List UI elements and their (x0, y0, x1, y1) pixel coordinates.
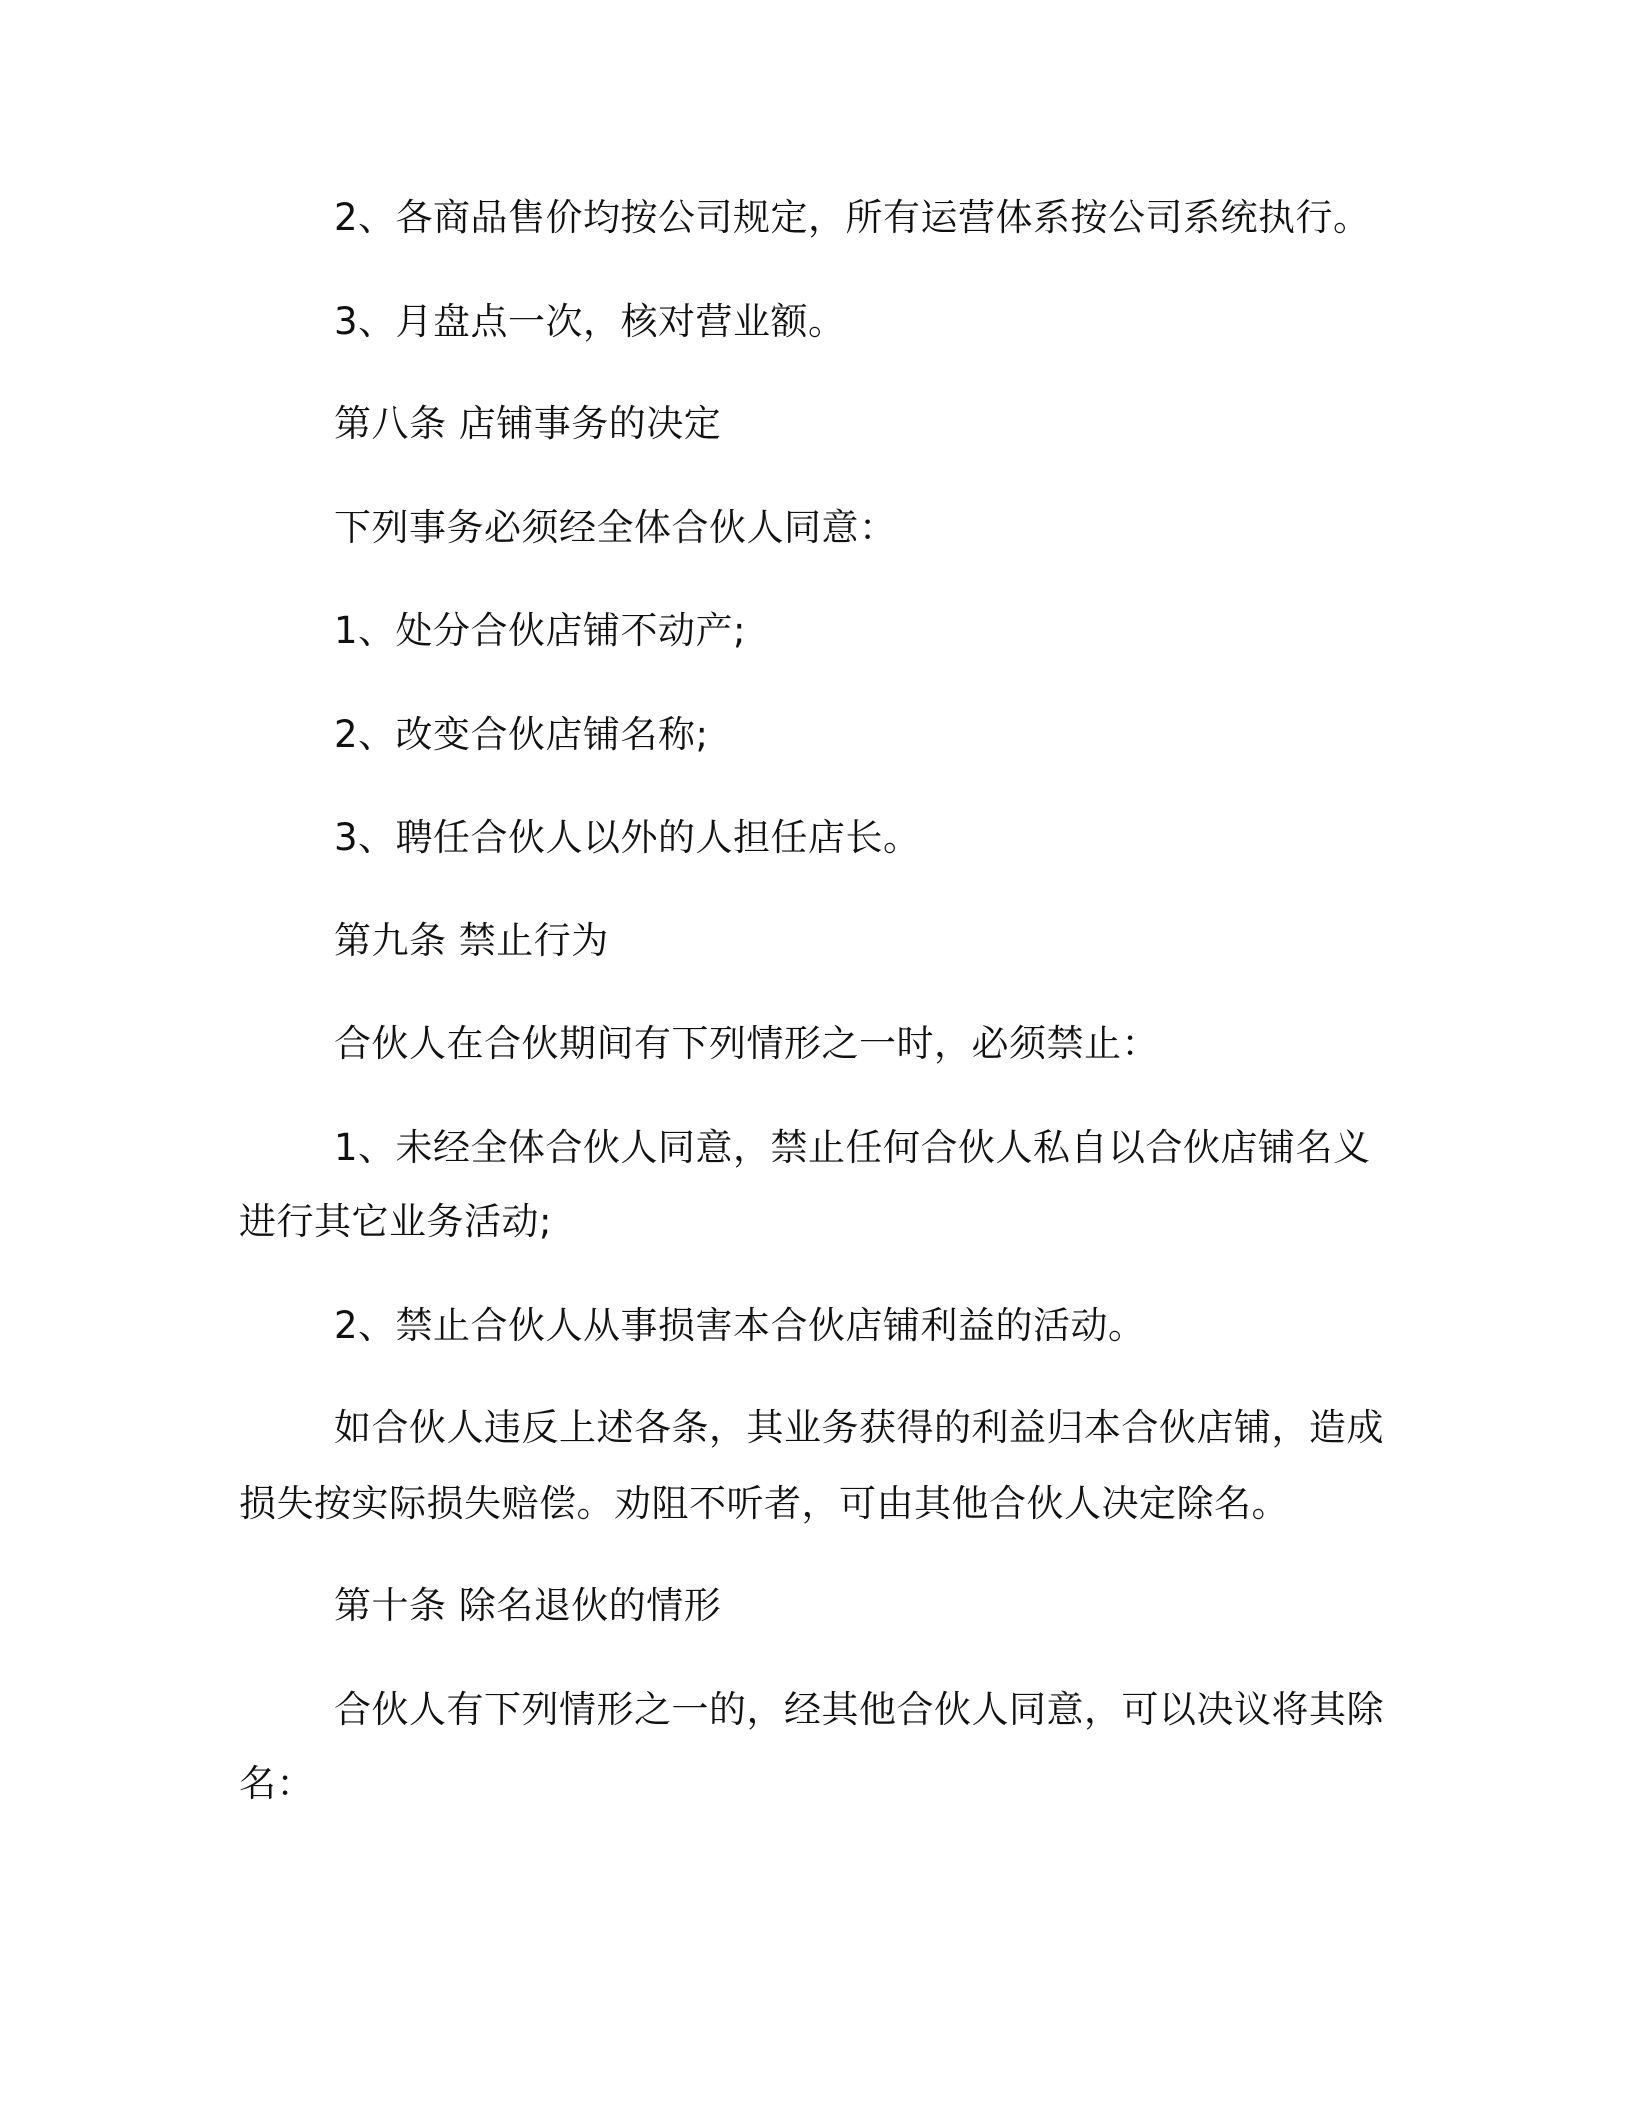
clause-9-intro: 合伙人在合伙期间有下列情形之一时，必须禁止： (334, 1022, 1159, 1065)
clause-7-item-2: 2、各商品售价均按公司规定，所有运营体系按公司系统执行。 (334, 196, 1371, 239)
clause-9-item-1: 1、未经全体合伙人同意，禁止任何合伙人私自以合伙店铺名义 (334, 1126, 1371, 1169)
clause-8-item-3: 3、聘任合伙人以外的人担任店长。 (334, 816, 921, 859)
clause-8-item-1: 1、处分合伙店铺不动产; (334, 609, 747, 652)
clause-10-intro-continuation: 名： (239, 1762, 314, 1805)
clause-9-penalty: 如合伙人违反上述各条，其业务获得的利益归本合伙店铺，造成 (334, 1406, 1384, 1449)
clause-8-intro: 下列事务必须经全体合伙人同意： (334, 506, 897, 549)
clause-9-item-1-continuation: 进行其它业务活动; (239, 1200, 552, 1243)
clause-9-item-2: 2、禁止合伙人从事损害本合伙店铺利益的活动。 (334, 1304, 1146, 1347)
clause-8-heading: 第八条 店铺事务的决定 (334, 402, 722, 445)
clause-9-heading: 第九条 禁止行为 (334, 919, 609, 962)
clause-10-intro: 合伙人有下列情形之一的，经其他合伙人同意，可以决议将其除 (334, 1688, 1384, 1731)
clause-9-penalty-continuation: 损失按实际损失赔偿。劝阻不听者，可由其他合伙人决定除名。 (239, 1482, 1289, 1525)
clause-8-item-2: 2、改变合伙店铺名称; (334, 713, 709, 756)
clause-7-item-3: 3、月盘点一次，核对营业额。 (334, 300, 846, 343)
clause-10-heading: 第十条 除名退伙的情形 (334, 1584, 722, 1627)
